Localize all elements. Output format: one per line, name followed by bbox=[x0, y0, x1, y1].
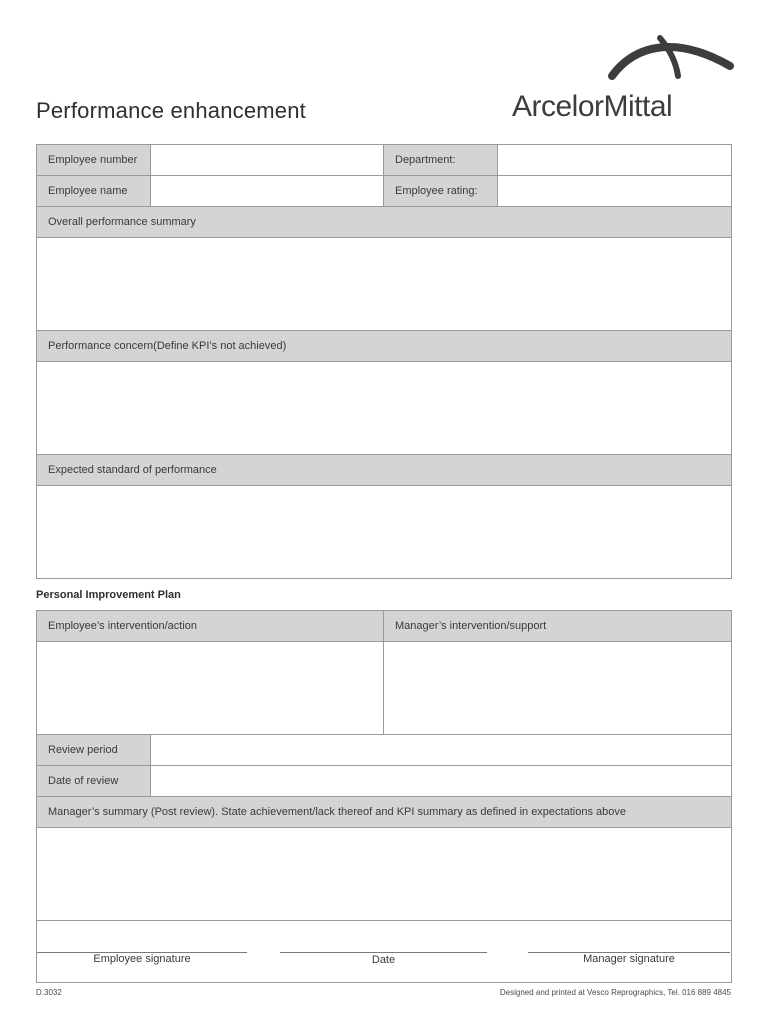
date-of-review-label: Date of review bbox=[37, 766, 151, 797]
expected-standard-field[interactable] bbox=[37, 486, 732, 579]
manager-summary-field[interactable] bbox=[37, 828, 732, 921]
performance-concern-field[interactable] bbox=[37, 362, 732, 455]
employee-intervention-heading: Employee’s intervention/action bbox=[37, 611, 384, 642]
employee-rating-label: Employee rating: bbox=[384, 176, 498, 207]
employee-name-label: Employee name bbox=[37, 176, 151, 207]
form-code: D.3032 bbox=[36, 988, 62, 997]
employee-intervention-field[interactable] bbox=[37, 642, 384, 735]
page-title: Performance enhancement bbox=[36, 98, 306, 123]
employee-rating-field[interactable] bbox=[498, 176, 732, 207]
department-label: Department: bbox=[384, 145, 498, 176]
manager-signature-label: Manager signature bbox=[583, 953, 675, 965]
improvement-plan-table bbox=[36, 610, 732, 983]
date-of-review-field[interactable] bbox=[151, 766, 732, 797]
manager-intervention-heading: Manager’s intervention/support bbox=[384, 611, 732, 642]
manager-intervention-field[interactable] bbox=[384, 642, 732, 735]
review-period-label: Review period bbox=[37, 735, 151, 766]
employee-number-label: Employee number bbox=[37, 145, 151, 176]
performance-form-table bbox=[36, 144, 732, 579]
manager-summary-heading: Manager’s summary (Post review). State achievement/lack thereof and KPI summary as defined in expectations above bbox=[37, 797, 732, 828]
date-signature-label: Date bbox=[371, 954, 396, 966]
brand-name: ArcelorMittal bbox=[512, 90, 673, 123]
performance-concern-heading: Performance concern(Define KPI’s not achieved) bbox=[37, 331, 732, 362]
arcelormittal-swoosh-icon bbox=[606, 30, 736, 80]
department-field[interactable] bbox=[498, 145, 732, 176]
employee-name-field[interactable] bbox=[151, 176, 384, 207]
improvement-plan-heading: Personal Improvement Plan bbox=[36, 589, 181, 601]
brand-logo bbox=[506, 30, 738, 130]
date-signature-line[interactable] bbox=[280, 952, 487, 953]
employee-signature-label: Employee signature bbox=[93, 953, 191, 965]
expected-standard-heading: Expected standard of performance bbox=[37, 455, 732, 486]
review-period-field[interactable] bbox=[151, 735, 732, 766]
employee-number-field[interactable] bbox=[151, 145, 384, 176]
printer-credit: Designed and printed at Vesco Reprographics, Tel. 016 889 4845 bbox=[499, 988, 731, 997]
overall-summary-heading: Overall performance summary bbox=[37, 207, 732, 238]
overall-summary-field[interactable] bbox=[37, 238, 732, 331]
